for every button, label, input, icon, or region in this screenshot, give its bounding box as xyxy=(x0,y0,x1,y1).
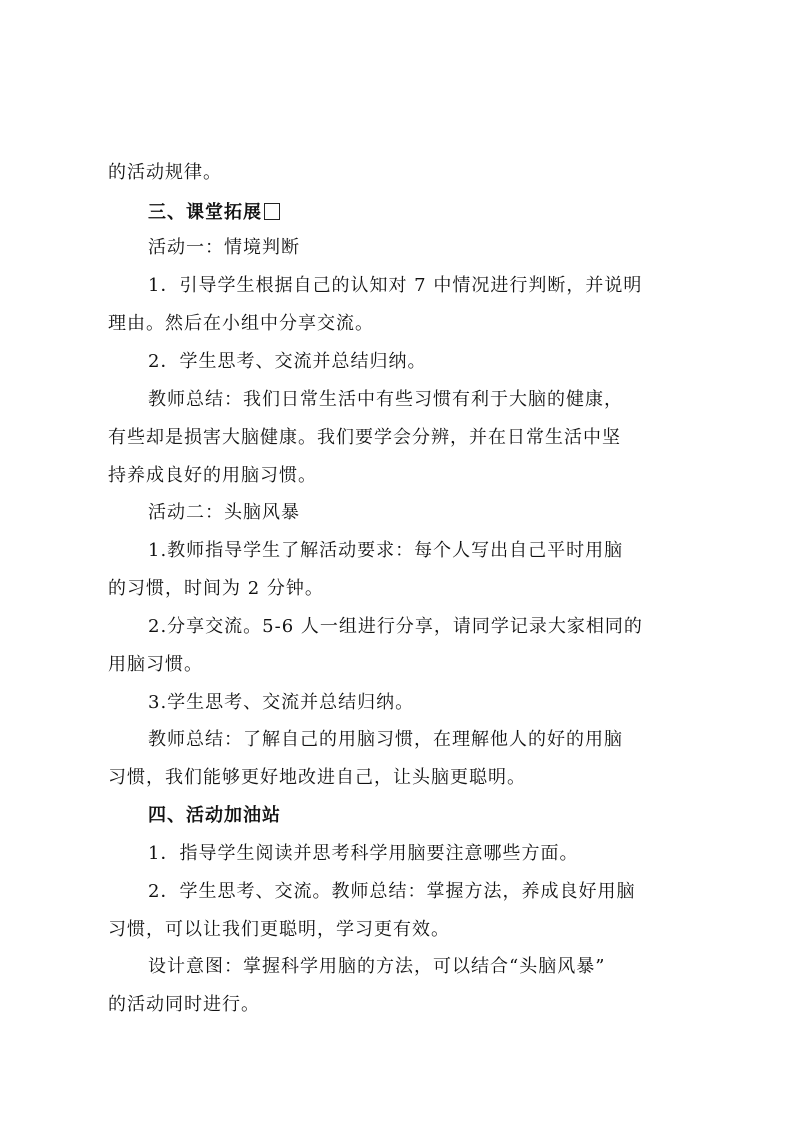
activity-title: 活动一：情境判断 xyxy=(148,237,300,258)
paragraph-line: 2．学生思考、交流。教师总结：掌握方法，养成良好用脑 xyxy=(148,881,636,902)
paragraph-line: 习惯，可以让我们更聪明，学习更有效。 xyxy=(108,919,450,940)
section-heading-4: 四、活动加油站 xyxy=(148,805,281,826)
paragraph-line: 理由。然后在小组中分享交流。 xyxy=(108,313,374,334)
paragraph-line: 1．引导学生根据自己的认知对 7 中情况进行判断，并说明 xyxy=(148,275,643,296)
paragraph-line: 的习惯，时间为 2 分钟。 xyxy=(108,578,324,599)
activity-title: 活动二：头脑风暴 xyxy=(148,502,300,523)
paragraph-line: 用脑习惯。 xyxy=(108,654,203,675)
section-heading-3 xyxy=(148,201,280,225)
paragraph-line: 教师总结：我们日常生活中有些习惯有利于大脑的健康， xyxy=(148,389,623,410)
heading-text: 三、课堂拓展 xyxy=(148,202,262,223)
paragraph-line: 持养成良好的用脑习惯。 xyxy=(108,465,317,486)
paragraph-line: 有些却是损害大脑健康。我们要学会分辨，并在日常生活中坚 xyxy=(108,427,621,448)
paragraph-line: 习惯，我们能够更好地改进自己，让头脑更聪明。 xyxy=(108,767,526,788)
paragraph-line: 教师总结：了解自己的用脑习惯，在理解他人的好的用脑 xyxy=(148,729,623,750)
checkbox-icon xyxy=(264,203,280,220)
design-intent-line: 设计意图：掌握科学用脑的方法，可以结合“头脑风暴” xyxy=(148,956,606,977)
paragraph-line: 的活动规律。 xyxy=(108,162,222,183)
paragraph-line: 3.学生思考、交流并总结归纳。 xyxy=(148,692,415,713)
paragraph-line: 1．指导学生阅读并思考科学用脑要注意哪些方面。 xyxy=(148,843,579,864)
paragraph-line: 2.分享交流。5-6 人一组进行分享，请同学记录大家相同的 xyxy=(148,616,643,637)
paragraph-line: 的活动同时进行。 xyxy=(108,994,260,1015)
paragraph-line: 1.教师指导学生了解活动要求：每个人写出自己平时用脑 xyxy=(148,540,624,561)
paragraph-line: 2．学生思考、交流并总结归纳。 xyxy=(148,351,427,372)
